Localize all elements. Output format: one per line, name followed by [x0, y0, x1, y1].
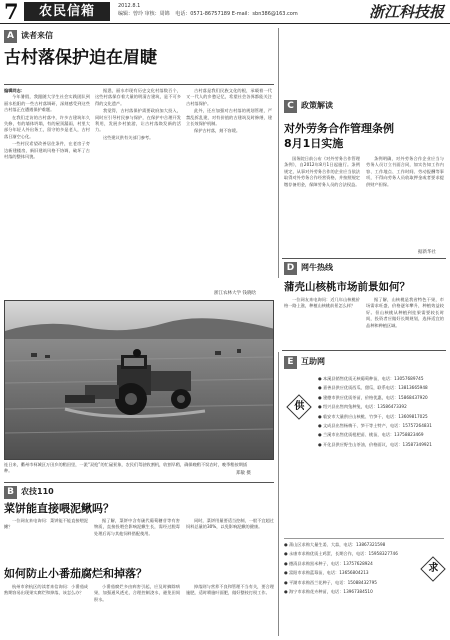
- contact-line: 电话：0571-86757189 E-mail：sbn386@163.com: [175, 11, 298, 17]
- divider: [282, 350, 446, 351]
- section-d-label: 网牛热线: [301, 263, 333, 273]
- section-title: 农民信箱: [24, 2, 110, 21]
- divider: [282, 258, 446, 259]
- photo-caption: 连日来，衢州市柯城区万田乡的稻田里，一派“双抢”的忙碌景象，农民们驾驶收割机，收割早稻，确保晚稻不误农时，晚季稻按期插种。: [4, 462, 248, 473]
- section-c-column-2: [366, 156, 444, 251]
- question-2-column-3: [186, 584, 274, 636]
- editor-line: 编辑：曾玲 审核：周锦: [118, 11, 170, 17]
- question-1-headline: 菜饼能直接喂泥鳅吗？: [4, 502, 114, 515]
- question-2-column-1: [4, 584, 88, 636]
- supply-item: ● 文成县出售杨梅干、笋干等土特产，电话：15757264831: [318, 423, 432, 429]
- column-divider: [278, 352, 279, 636]
- supply-list: [318, 376, 446, 534]
- paragraph: 这些建议供有关部门参考。: [103, 134, 154, 140]
- section-c-label: 政策解读: [301, 101, 333, 111]
- section-a-label: 读者来信: [21, 31, 53, 41]
- section-a-column-1: [4, 88, 90, 300]
- section-c-headline-line-1: 对外劳务合作管理条例: [284, 122, 394, 135]
- paragraph: 据了解，山核桃是我省特色干果，市场需求旺盛，价格逐年攀升，种植效益较好。但山核桃从种植到挂果需要较长时间，投资者应做好长期规划，选择适宜的品种和种植区域。: [366, 297, 444, 328]
- rice-field-photo: [4, 300, 274, 460]
- supply-item: ● 兰溪市出售优质枇杷苗、桃苗，电话：13758823469: [318, 432, 424, 438]
- section-d-headline: 蒲壳山核桃市场前景如何？: [284, 281, 410, 293]
- demand-badge: [420, 556, 445, 581]
- supply-item: ● 绍兴县出售肉兔种兔，电话：13586473392: [318, 404, 407, 410]
- divider: [4, 84, 274, 85]
- section-b-tag: B: [4, 486, 17, 499]
- paragraph: 国务院日前公布《对外劳务合作管理条例》，自2012年8月1日起施行。条例规定，从事对外劳务合作的企业应当依法取得对外劳务合作经营资格，并按照规定缴存备用金，保障劳务人员的合法权益。: [284, 156, 360, 187]
- section-d-column-2: [366, 297, 444, 349]
- demand-item: ● 萧山区求购大量生姜、大蒜，电话：13867321598: [284, 542, 386, 547]
- paragraph: 小番茄腐烂多由病害引起，应及时摘除病果，加强通风透光，合理控制浇水，避免田间积水。: [94, 584, 180, 602]
- section-c-headline-line-2: 8月1日实施: [284, 137, 344, 150]
- section-a-column-2: [95, 88, 181, 300]
- masthead: [0, 0, 450, 24]
- paragraph: 一位网友来电询问：近几年山核桃价格一路上涨，种植山核桃前景怎么样？: [284, 297, 360, 309]
- demand-list: [284, 542, 420, 636]
- newspaper-logo: 浙江科技报: [368, 3, 444, 21]
- paragraph: 同时，菜饼用量要适当控制，一般不宜超过饲料总量的30%，以免影响泥鳅的健康。: [186, 518, 274, 530]
- section-a-header: [4, 30, 53, 43]
- paragraph: 杭州市余杭区的读者来信询问：小番茄成熟期容易出现果实腐烂和掉落，该怎么办？: [4, 584, 88, 596]
- column-divider: [278, 28, 279, 278]
- supply-label: 供: [294, 401, 305, 413]
- paragraph: 一位网友来电询问：菜饼能不能直接喂泥鳅？: [4, 518, 88, 530]
- supply-item: ● 本溪县销售优质无核葡萄种苗，电话：13057689745: [318, 376, 424, 381]
- section-a-headline: 古村落保护迫在眉睫: [4, 48, 157, 68]
- page-number: 7: [4, 0, 19, 24]
- question-2-headline: 如何防止小番茄腐烂和掉落？: [4, 567, 147, 580]
- section-d-header: [284, 262, 333, 275]
- demand-item: ● 海宁市求购花卉种苗，电话：13967384510: [284, 589, 373, 595]
- supply-item: ● 建德市供应优质茶苗，价格优惠，电话：15868437920: [318, 394, 428, 400]
- section-a-tag: A: [4, 30, 17, 43]
- demand-item: ● 永康市求购优质土鸡蛋，长期合作，电话：15958327746: [284, 551, 398, 557]
- paragraph: 据了解，菜饼中含有硫代葡萄糖苷等有害物质，直接投喂会影响泥鳅生长，需经过脱毒处理后再与其他饲料搭配使用。: [94, 518, 180, 536]
- paragraph: 掉落则与营养不良和管理不当有关，要合理施肥，适时喷施叶面肥，做好整枝打杈工作。: [186, 584, 274, 596]
- section-e-header: [284, 356, 325, 369]
- demand-label: 求: [428, 563, 439, 575]
- section-a-column-3: [186, 88, 272, 288]
- question-2-column-2: [94, 584, 180, 636]
- demand-item: ● 平湖市求购西兰花种子，电话：15088432795: [284, 579, 377, 585]
- supply-item: ● 开化县供应野生山茶油，价格面议，电话：13587349921: [318, 441, 432, 447]
- paragraph: 古村落是我们民族文化的根，承载着一代又一代人的乡愁记忆，希望社会各界都能关注古村落保护。: [186, 88, 272, 106]
- supply-item: ● 嘉善县供应优质西瓜、甜瓜，联系电话：13813665948: [318, 385, 428, 391]
- divider: [284, 538, 444, 539]
- editor-salutation: 编辑同志：: [4, 88, 25, 93]
- paragraph: 条例明确，对外劳务合作企业应当与劳务人员订立书面合同，如实告知工作内容、工作地点、工作时间、劳动报酬等事项，不得向劳务人员收取押金或者要求提供财产担保。: [366, 156, 444, 187]
- section-e-tag: E: [284, 356, 297, 369]
- section-a-signature: 浙江农林大学 钱晓晗: [214, 291, 256, 296]
- issue-date: 2012.8.1: [118, 3, 141, 9]
- section-b-label: 农技110: [21, 487, 54, 497]
- paragraph: 在我们走访的古村落中，许多古建筑年久失修，有的墙体坍塌，有的屋顶漏雨，村里大部分年轻人外出务工，留守的多是老人，古村落日渐空心化。: [4, 114, 90, 139]
- question-1-column-3: [186, 518, 274, 562]
- section-b-header: [4, 486, 54, 499]
- demand-item: ● 德清县求购黑米种子，电话：13757628924: [284, 560, 373, 566]
- section-c-signature: 据新华社: [418, 250, 436, 255]
- paragraph: 我觉得，古村落保护需要政府加大投入，同时应引导村民参与保护，在保护中合理开发利用，发展乡村旅游，让古村落焕发新的活力。: [95, 108, 181, 133]
- paragraph: 保护古村落，刻不容缓。: [194, 128, 241, 134]
- photo-credit: 郑敏 摄: [236, 471, 251, 476]
- supply-item: ● 临安市大量供应山核桃、竹笋干，电话：13609817025: [318, 413, 428, 419]
- section-d-column-1: [284, 297, 360, 349]
- question-1-column-1: [4, 518, 88, 562]
- tractor-in-paddy-image: [5, 301, 274, 460]
- section-c-column-1: [284, 156, 360, 256]
- question-1-column-2: [94, 518, 180, 562]
- paragraph: 今年暑假，我跟随大学生社会实践团队到丽水松阳的一些古村落调研，深刻感受到这些古村落正在遭遇保护难题。: [4, 94, 90, 113]
- paragraph: 据悉，丽水市现有历史文化村落数百个，这些村落保存着大量的明清古建筑，是不可多得的文化遗产。: [95, 88, 181, 106]
- supply-badge: [286, 394, 311, 419]
- section-d-tag: D: [284, 262, 297, 275]
- section-e-label: 互助网: [301, 357, 325, 367]
- section-c-header: [284, 100, 333, 113]
- paragraph: 此外，还应加强对古村落的规划管理，严禁乱拆乱建，对有价值的古建筑及时修缮，建立长效保护机制。: [186, 108, 272, 127]
- paragraph: 一些村民希望改善居住条件，在老房子旁边新建楼房，新旧建筑风格不协调，破坏了古村落的整体风貌。: [4, 141, 90, 160]
- section-c-tag: C: [284, 100, 297, 113]
- demand-item: ● 富阳市求购蓝莓苗，电话：13656804213: [284, 570, 369, 576]
- divider: [4, 482, 274, 483]
